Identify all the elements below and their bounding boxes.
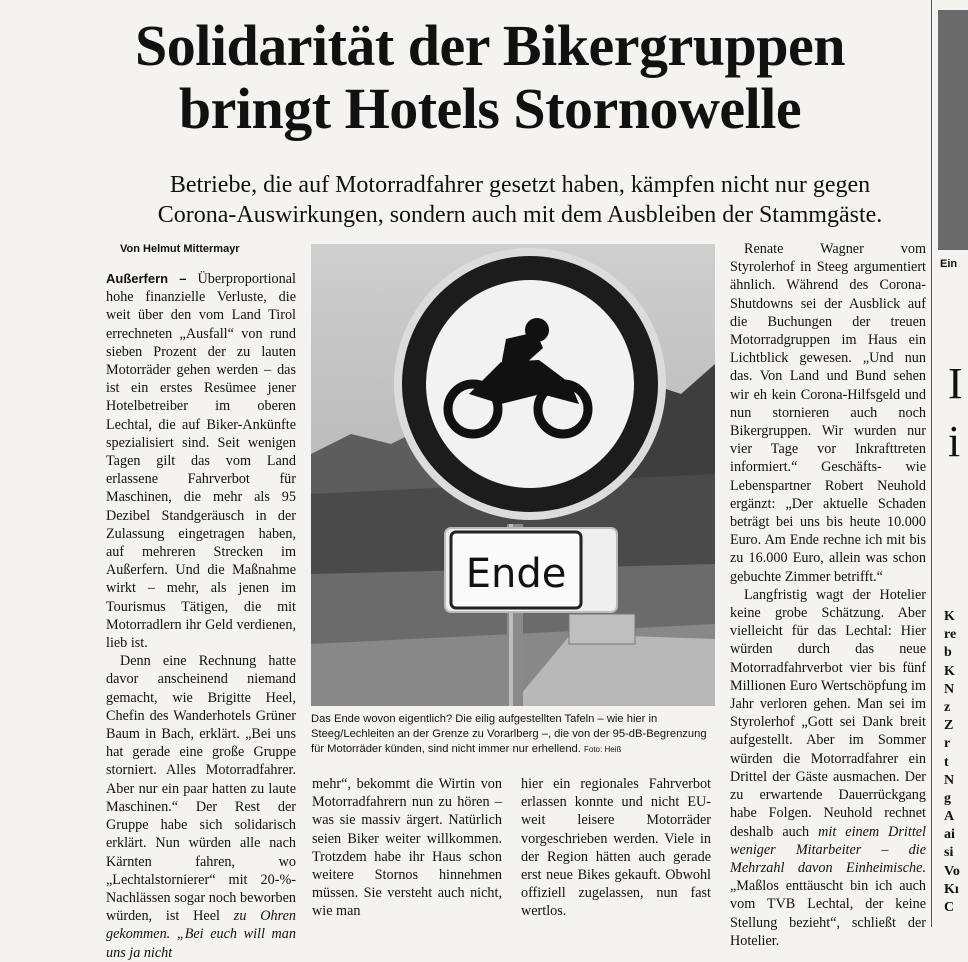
column-divider [931, 0, 932, 927]
subheadline [100, 170, 940, 230]
adjacent-text-line: si [944, 845, 954, 861]
article-column-4 [730, 240, 926, 950]
paragraph-text: Langfristig wagt der Hotelier keine grobe Schätzung. Aber vielleicht für das Lechtal: Hier würden durch das neue Motorradfahrverbot vier bis fünf Millionen Euro Wertschöpfung im Jahr verloren gehen. Man sei im Styrolerhof „Gott sei Dank breit aufgestellt. Aber im Sommer würden die Motorradfahrer ein Drittel der Gäste ausmachen. Der zu erwartende Dauerrückgang habe Folgen. Neuhold rechnet deshalb auch [730, 586, 926, 840]
paragraph-italic: zu Ohren gekommen. „Bei euch will man uns ja nicht [106, 908, 296, 961]
paragraph-text: Überproportional hohe finanzielle Verluste, die weit über den vom Land Tirol errechneten „Ausfall“ von rund sieben Prozent der zu lauten Motorräder gehen werden – das ist ein erstes Resümee jener Hotelbetreiber im oberen Lechtal, die auf Biker-Ankünfte spezialisiert sind. Seit wenigen Tagen gilt das vom Land erlassene Fahrverbot für Maschinen, die mehr als 95 Dezibel Standgeräusch in der Zulassung eingetragen haben, auf mehreren Strecken im Außerfern. Und die Maßnahme wirkt – mehr, als jenen im Tourismus Tätigen, die mit Motorradlern ihr Geld verdienen, lieb ist. [106, 271, 296, 652]
paragraph [106, 652, 296, 961]
adjacent-article-headline-fragment: I [948, 359, 963, 408]
paragraph: mehr“, bekommt die Wirtin von Motorradfahrern nun zu hören – was sie massiv ärgert. Natürlich seien Biker weiter willkommen. Trotzdem habe ihr Haus schon weitere Stornos hinnehmen müssen. Sie versteht auch nicht, wie man [312, 776, 502, 920]
byline: Von Helmut Mittermayr [120, 243, 240, 255]
adjacent-text-line: Z [944, 718, 954, 734]
adjacent-article-photo [938, 10, 968, 250]
adjacent-text-line: Kı [944, 881, 959, 897]
adjacent-text-line: A [944, 809, 955, 825]
adjacent-text-line: re [944, 627, 957, 643]
subheadline-line-2: Corona-Auswirkungen, sondern auch mit dem Ausbleiben der Stammgäste. [157, 202, 883, 228]
adjacent-text-line: N [944, 681, 955, 697]
adjacent-text-line: N [944, 772, 955, 788]
photo-caption [311, 712, 715, 757]
paragraph-text: Denn eine Rechnung hatte davor anscheinend niemand gemacht, wie Brigitte Heel, Chefin des Wanderhotels Grüner Baum in Bach, erklärt. „Bei uns hat gerade eine große Gruppe storniert. Alles Motorradfahrer. Aber nur ein paar hatten zu laute Maschinen.“ Der Rest der Gruppe habe sich solidarisch erklärt. Nun würden alle nach Kärnten fahren, wo „Lechtalstornierer“ mit 20-%-Nachlässen sogar noch beworben würden, ist Heel [106, 653, 296, 925]
adjacent-text-line: g [944, 790, 951, 806]
paragraph: hier ein regionales Fahrverbot erlassen konnte und nicht EU-weit leisere Motorräder vorgeschrieben werden. Viele in der Region hätten auch gerade erst neue Bikes gekauft. Obwohl offiziell zugelassen, nun fast wertlos. [521, 776, 711, 920]
headline-line-2: bringt Hotels Stornowelle [178, 76, 802, 141]
headline [40, 14, 940, 140]
sign-text: Ende [465, 551, 567, 597]
article-column-2 [312, 775, 502, 921]
adjacent-text-line: Vo [944, 863, 960, 879]
adjacent-article-caption: Ein [940, 258, 958, 270]
dateline: Außerfern – [106, 271, 187, 286]
photo-credit: Foto: Heiß [583, 745, 622, 754]
adjacent-text-line: ai [944, 827, 955, 843]
paragraph-italic: mit einem Drittel weniger Mitarbeiter – die Mehrzahl davon Einheimische. [730, 823, 926, 876]
adjacent-text-line: C [944, 900, 955, 915]
subheadline-line-1: Betriebe, die auf Motorradfahrer gesetzt haben, kämpfen nicht nur gegen [169, 172, 871, 198]
article-column-1 [106, 270, 296, 962]
paragraph-text: „Maßlos enttäuscht bin ich auch vom TVB Lechtal, der keine Stellung bezieht“, schließt der Hotelier. [730, 878, 926, 949]
paragraph [730, 586, 926, 950]
adjacent-text-line: r [944, 736, 951, 752]
adjacent-text-line: K [944, 663, 955, 679]
article-column-3 [521, 775, 711, 921]
headline-line-1: Solidarität der Bikergruppen [135, 13, 845, 78]
adjacent-text-line: z [944, 699, 951, 715]
paragraph [106, 270, 296, 652]
paragraph: Renate Wagner vom Styrolerhof in Steeg argumentiert ähnlich. Während des Corona-Shutdowns sei der Ausblick auf die Buchungen der treuen Motorradgruppen im Haus ein Lichtblick gewesen. „Und nun das. Von Land und Bund sehen wir eh kein Corona-Hilfsgeld und nun stornieren auch noch Bikergruppen. Wir wurden nur vier Tage vor Inkrafttreten informiert.“ Geschäfts- wie Lebenspartner Robert Neuhold ergänzt: „Der aktuelle Schaden beträgt bei uns bis heute 10.000 Euro. Am Ende rechne ich mit bis zu 16.000 Euro, allein was schon gebuchte Zimmer betrifft.“ [730, 241, 926, 585]
adjacent-text-line: t [944, 754, 949, 770]
adjacent-text-line: K [944, 609, 955, 624]
adjacent-text-line: b [944, 645, 952, 661]
no-motorcycles-sign-photo [311, 244, 715, 706]
caption-text: Das Ende wovon eigentlich? Die eilig aufgestellten Tafeln – wie hier in Steeg/Lechleiten an der Grenze zu Vorarlberg –, die von der 95-dB-Begrenzung für Motorräder künden, sind nicht immer nur erhellend. [311, 713, 707, 755]
adjacent-article-headline-fragment: i [948, 417, 961, 466]
adjacent-article-text-fragment [944, 608, 960, 917]
article-photo [311, 244, 715, 706]
